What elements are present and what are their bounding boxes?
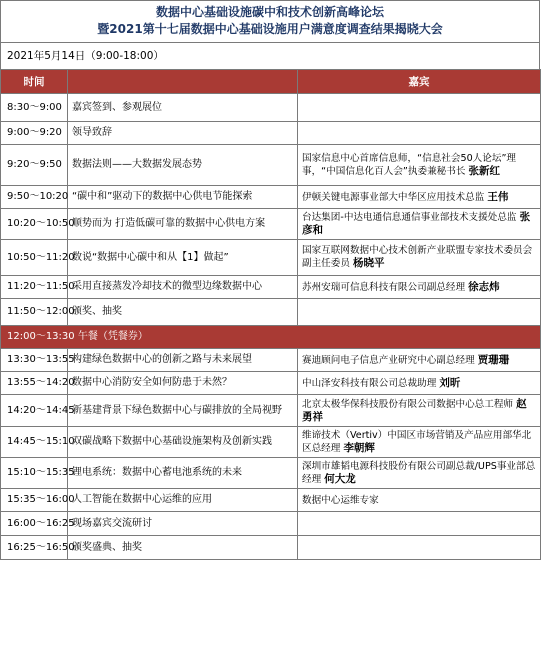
guest-title: 国家信息中心首席信息师，“信息社会50人论坛”理事，“中国信息化百人会”执委兼秘书长 [302,152,517,177]
row-guest [298,94,541,122]
guest-title: 国家互联网数据中心技术创新产业联盟专家技术委员会副主任委员 [302,245,533,269]
page-title: 数据中心基础设施碳中和技术创新高峰论坛 [155,5,384,19]
row-time: 11:20～11:50 [1,276,68,299]
table-row [1,349,541,372]
row-topic: 颁奖、抽奖 [68,299,298,326]
guest-name: 张新红 [468,164,501,177]
row-guest [298,458,541,489]
event-date: 2021年5月14日（9:00-18:00） [0,42,540,69]
guest-title: 伊顿关键电源事业部大中华区应用技术总监 [302,191,485,203]
table-row [1,209,541,240]
row-topic: 双碳战略下数据中心基础设施架构及创新实践 [68,427,298,458]
header-topic [68,70,298,94]
row-time: 14:20～14:45 [1,395,68,427]
row-topic: 数据中心消防安全如何防患于未然？ [68,372,298,395]
lunch-label: 12:00～13:30 午餐（凭餐券） [1,326,541,349]
row-topic: 锂电系统：数据中心蓄电池系统的未来 [68,458,298,489]
row-guest [298,349,541,372]
table-header [1,70,541,94]
row-guest [298,209,541,240]
table-row [1,240,541,276]
guest-name: 张彦和 [302,211,531,236]
row-guest [298,427,541,458]
table-row [1,94,541,122]
row-time: 15:35～16:00 [1,489,68,512]
row-time: 10:50～11:20 [1,240,68,276]
row-guest [298,122,541,145]
guest-title: 北京太极华保科技股份有限公司数据中心总工程师 [302,398,514,410]
row-guest [298,145,541,186]
row-topic: “碳中和”驱动下的数据中心供电节能探索 [68,186,298,209]
table-row [1,145,541,186]
row-time: 9:20～9:50 [1,145,68,186]
guest-name: 杨晓平 [353,257,385,269]
header-guest: 嘉宾 [298,70,541,94]
table-row [1,186,541,209]
row-topic: 嘉宾签到、参观展位 [68,94,298,122]
row-time: 16:25～16:50 [1,536,68,560]
row-guest [298,299,541,326]
row-time: 9:00～9:20 [1,122,68,145]
row-guest [298,186,541,209]
row-time: 16:00～16:25 [1,512,68,536]
header-time: 时间 [1,70,68,94]
guest-name: 李朝辉 [343,441,375,454]
page-subtitle: 暨2021第十七届数据中心基础设施用户满意度调查结果揭晓大会 [97,22,443,36]
row-time: 15:10～15:35 [1,458,68,489]
row-time: 13:30～13:55 [1,349,68,372]
row-topic: 颁奖盛典、抽奖 [68,536,298,560]
table-row [1,372,541,395]
title-block [0,0,540,42]
guest-name: 贾珊珊 [477,353,510,366]
table-row [1,395,541,427]
row-time: 14:45～15:10 [1,427,68,458]
table-row [1,299,541,326]
row-time: 11:50～12:00 [1,299,68,326]
row-topic: 采用直接蒸发冷却技术的微型边缘数据中心 [68,276,298,299]
row-guest [298,489,541,512]
table-row [1,458,541,489]
row-topic: 领导致辞 [68,122,298,145]
lunch-row [1,326,541,349]
table-row [1,489,541,512]
guest-name: 徐志炜 [468,280,500,293]
row-topic: 数说“数据中心碳中和从【1】做起” [68,240,298,276]
guest-name: 刘昕 [439,376,461,389]
row-time: 10:20～10:50 [1,209,68,240]
row-guest [298,512,541,536]
row-time: 13:55～14:20 [1,372,68,395]
guest-title: 中山泽安科技有限公司总裁助理 [302,377,437,389]
guest-title: 赛迪顾问电子信息产业研究中心副总经理 [302,354,475,366]
guest-title: 苏州安瑞可信息科技有限公司副总经理 [302,281,466,293]
guest-name: 何大龙 [324,472,356,485]
row-topic: 构建绿色数据中心的创新之路与未来展望 [68,349,298,372]
row-guest [298,536,541,560]
guest-title: 台达集团-中达电通信息通信事业部技术支援处总监 [302,212,517,223]
row-guest [298,395,541,427]
table-row [1,276,541,299]
guest-title: 维谛技术（Vertiv）中国区市场营销及产品应用部华北区总经理 [302,429,532,454]
table-row [1,536,541,560]
row-guest [298,276,541,299]
row-time: 8:30～9:00 [1,94,68,122]
guest-title: 深圳市雄韬电源科技股份有限公司副总裁/UPS事业部总经理 [302,460,536,485]
row-topic: 数据法则——大数据发展态势 [68,145,298,186]
agenda-table [0,69,541,560]
row-topic: 新基建背景下绿色数据中心与碳排放的全局视野 [68,395,298,427]
table-row [1,512,541,536]
table-row [1,427,541,458]
table-row [1,122,541,145]
guest-title: 数据中心运维专家 [302,494,379,506]
row-time: 9:50～10:20 [1,186,68,209]
row-topic: 顺势而为 打造低碳可靠的数据中心供电方案 [68,209,298,240]
row-topic: 人工智能在数据中心运维的应用 [68,489,298,512]
row-guest [298,372,541,395]
row-guest [298,240,541,276]
row-topic: 现场嘉宾交流研讨 [68,512,298,536]
guest-name: 王伟 [487,190,509,203]
guest-name: 赵勇祥 [302,397,527,423]
